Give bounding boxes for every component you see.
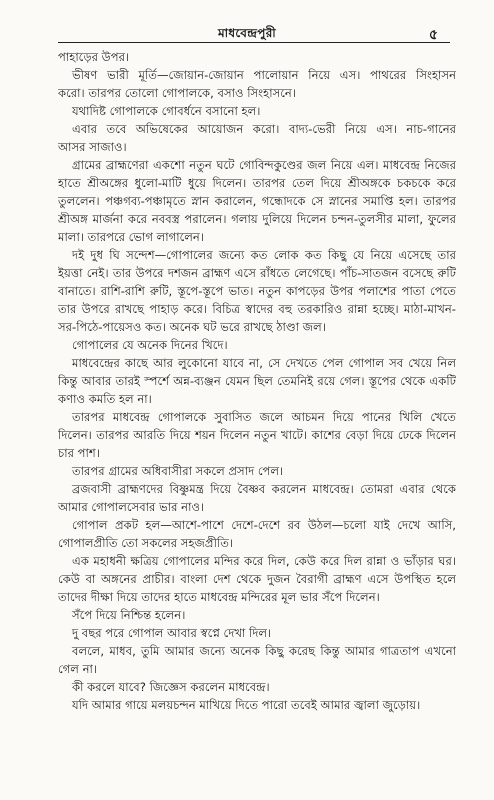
text-line: গোপালের যে অনেক দিনের খিদে। — [72, 338, 228, 352]
text-line: আসর সাজাও। — [58, 140, 127, 154]
text-line: কিন্তু আবার তারই স্পর্শে অন্ন-ব্যঞ্জন যেমন ছিল তেমনিই রয়ে গেল। স্তূপের থেকে একটি — [58, 374, 456, 388]
page-number: ৫ — [428, 27, 438, 43]
text-line: গোপাল প্রকট হল—আশে-পাশে দেশে-দেশে রব উঠল—চলো যাই দেখে আসি, — [72, 518, 456, 532]
text-line: মালা। তারপরে ভোগ লাগালেন। — [58, 230, 204, 244]
text-line: তুললেন। পঞ্চগব্য-পঞ্চামৃতে স্নান করালেন, গন্ধোদকে সে স্নানের সমাপ্তি হল। তারপর — [58, 194, 456, 208]
running-title: মাধবেন্দ্রপুরী — [217, 26, 277, 40]
text-line: যদি আমার গায়ে মলয়চন্দন মাখিয়ে দিতে পারো তবেই আমার জ্বালা জুড়োয়। — [72, 698, 421, 712]
text-line: ইয়ত্তা নেই। তার উপরে দশজন ব্রাহ্মণ এসে রাঁধতে লেগেছে। পাঁচ-সাতজন বসেছে রুটি — [58, 266, 456, 280]
text-line: দিলেন। তারপর আরতি দিয়ে শয়ন দিলেন নতুন খাটে। কাশের বেড়া দিয়ে ঢেকে দিলেন — [58, 428, 456, 442]
text-line: করো। তারপর তোলো গোপালকে, বসাও সিংহাসনে। — [58, 86, 296, 100]
text-line: দই দুধ ঘি সন্দেশ—গোপালের জন্যে কত লোক কত কিছু যে নিয়ে এসেছে তার — [72, 248, 456, 262]
text-line: কেউ বা অঙ্গনের প্রাচীর। বাংলা দেশ থেকে দুজন বৈরাগী ব্রাহ্মণ এসে উপস্থিত হলে — [58, 572, 456, 586]
text-line: তাদের দীক্ষা দিয়ে তাদের হাতে মাধবেন্দ্র মন্দিরের মূল ভার সঁপে দিলেন। — [58, 590, 380, 604]
text-line: হাতে শ্রীঅঙ্গের ধুলো-মাটি ধুয়ে দিলেন। তারপর তেল দিয়ে শ্রীঅঙ্গকে চকচকে করে — [58, 176, 456, 190]
text-line: তারপর মাধবেন্দ্র গোপালকে সুবাসিত জলে আচমন দিয়ে পানের খিলি খেতে — [72, 410, 456, 424]
text-line: কী করলে যাবে? জিজ্ঞেস করলেন মাধবেন্দ্র। — [72, 680, 270, 694]
text-line: গেল না। — [58, 662, 98, 676]
text-line: সঁপে দিয়ে নিশ্চিন্ত হলেন। — [72, 608, 186, 622]
text-line: কণাও কমতি হল না। — [58, 392, 152, 406]
text-line: বানাতে। রাশি-রাশি রুটি, স্তূপে-স্তূপে ভাত। নতুন কাপড়ের উপর পলাশের পাতা পেতে — [58, 284, 456, 298]
text-line: মাধবেন্দ্রের কাছে আর লুকোনো যাবে না, সে দেখতে পেল গোপাল সব খেয়ে নিল — [72, 356, 456, 370]
text-line: এবার তবে অভিষেকের আয়োজন করো। বাদ্য-ভেরী নিয়ে এস। নাচ-গানের — [72, 122, 456, 136]
text-line: এক মহাধনী ক্ষত্রিয় গোপালের মন্দির করে দিল, কেউ করে দিল রান্না ও ভাঁড়ার ঘর। — [72, 554, 456, 568]
text-line: পাহাড়ের উপর। — [58, 50, 130, 64]
text-line: শ্রীঅঙ্গ মার্জনা করে নববস্ত্র পরালেন। গলায় দুলিয়ে দিলেন চন্দন-তুলসীর মালা, ফুলের — [58, 212, 456, 226]
text-line: ব্রজবাসী ব্রাহ্মণদের বিষ্ণুমন্ত্র দিয়ে বৈষ্ণব করলেন মাধবেন্দ্র। তোমরা এবার থেকে — [72, 482, 456, 496]
page-header — [0, 0, 494, 46]
text-line: আমার গোপালসেবার ভার নাও। — [58, 500, 205, 514]
text-line: গ্রামের ব্রাহ্মণেরা একশো নতুন ঘটে গোবিন্দকুণ্ডের জল নিয়ে এল। মাধবেন্দ্র নিজের — [72, 158, 456, 172]
text-line: চার পাশ। — [58, 446, 100, 460]
text-line: বললে, মাধব, তুমি আমার জন্যে অনেক কিছু করেছ কিন্তু আমার গাত্রতাপ এখনো — [72, 644, 456, 658]
text-line: গোপালপ্রীতি তো সকলের সহজপ্রীতি। — [58, 536, 234, 550]
text-line: তার উপরে রাখছে পাহাড় করে। বিচিত্র স্বাদের বহু তরকারিও রান্না হচ্ছে। মাঠা-মাখন- — [58, 302, 456, 316]
body-text — [58, 48, 456, 714]
text-line: যথাদিষ্ট গোপালকে গোবর্ধনে বসানো হল। — [72, 104, 261, 118]
text-line: সর-পিঠে-পায়েসও কত। অনেক ঘট ভরে রাখছে ঠাণ্ডা জল। — [58, 320, 326, 334]
text-line: দু বছর পরে গোপাল আবার স্বপ্নে দেখা দিল। — [72, 626, 272, 640]
header-rule — [58, 42, 450, 43]
text-line: ভীষণ ভারী মূর্তি—জোয়ান-জোয়ান পালোয়ান নিয়ে এস। পাথরের সিংহাসন — [72, 68, 456, 82]
text-line: তারপর গ্রামের অধিবাসীরা সকলে প্রসাদ পেল। — [72, 464, 284, 478]
